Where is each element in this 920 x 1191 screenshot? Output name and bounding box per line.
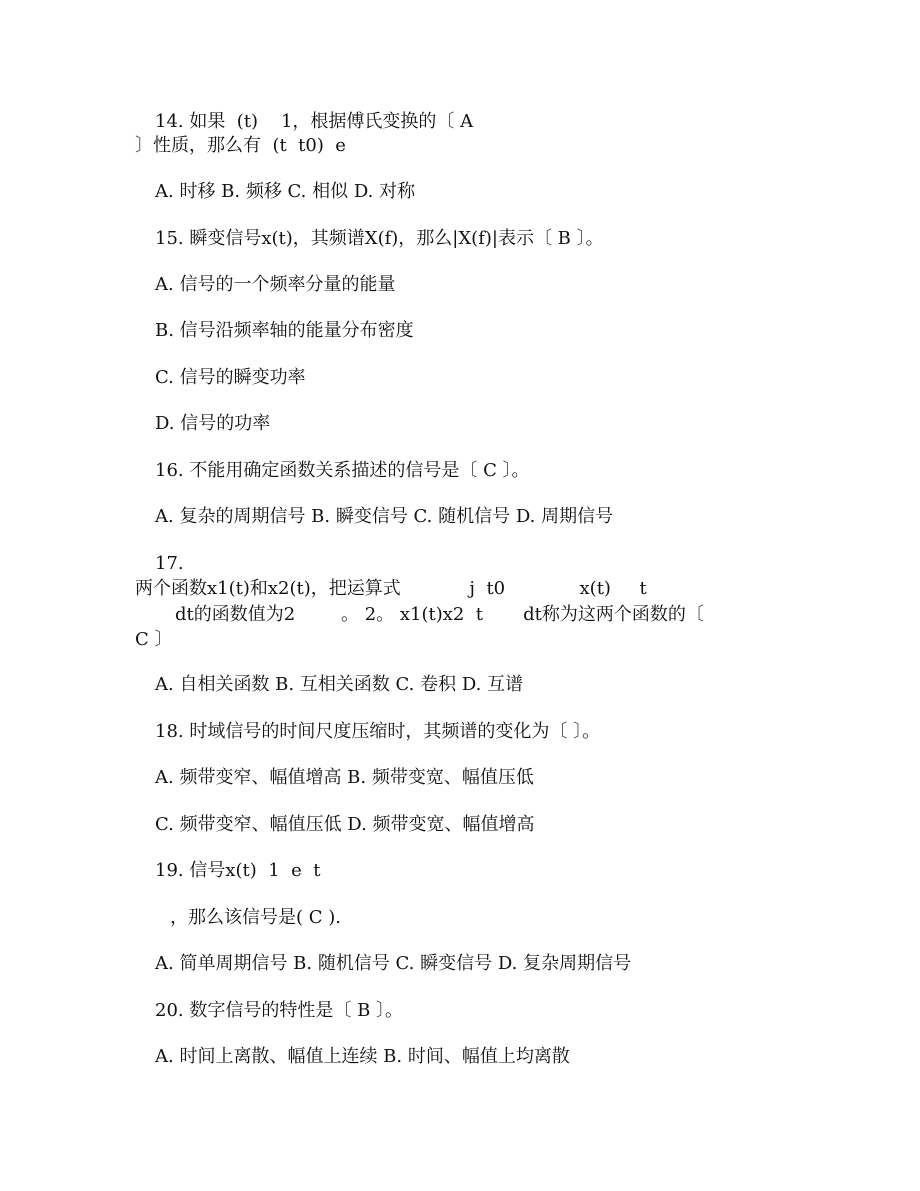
question-17-number: 17. [155, 553, 184, 574]
question-17-options: A. 自相关函数 B. 互相关函数 C. 卷积 D. 互谱 [155, 674, 524, 695]
question-15-option-a: A. 信号的一个频率分量的能量 [155, 274, 396, 295]
question-20-text: 20. 数字信号的特性是〔 B 〕。 [155, 1000, 404, 1021]
question-20-options: A. 时间上离散、幅值上连续 B. 时间、幅值上均离散 [155, 1046, 570, 1067]
question-14-line-1: 14. 如果 (t) 1，根据傅氏变换的〔 A [155, 111, 474, 132]
question-18-options-ab: A. 频带变窄、幅值增高 B. 频带变宽、幅值压低 [155, 767, 534, 788]
question-15-option-b: B. 信号沿频率轴的能量分布密度 [155, 320, 414, 341]
question-15-option-d: D. 信号的功率 [155, 413, 271, 434]
question-19-line-1: 19. 信号x(t) 1 e t [155, 860, 321, 881]
question-16-text: 16. 不能用确定函数关系描述的信号是〔 C 〕。 [155, 460, 530, 481]
question-15-text: 15. 瞬变信号x(t)，其频谱X(f)，那么|X(f)|表示〔 B 〕。 [155, 228, 604, 249]
question-19-line-2: ，那么该信号是( C ). [170, 907, 341, 928]
question-17-line-1: 两个函数x1(t)和x2(t)，把运算式 j t0 x(t) t [135, 578, 647, 599]
question-16-options: A. 复杂的周期信号 B. 瞬变信号 C. 随机信号 D. 周期信号 [155, 506, 614, 527]
question-14-options: A. 时移 B. 频移 C. 相似 D. 对称 [155, 181, 416, 202]
question-17-line-2: dt的函数值为2 。 2。 x1(t)x2 t dt称为这两个函数的〔 [175, 604, 704, 625]
question-17-line-3: C 〕 [135, 629, 173, 650]
question-18-text: 18. 时域信号的时间尺度压缩时，其频谱的变化为〔 〕。 [155, 721, 601, 742]
question-19-options: A. 简单周期信号 B. 随机信号 C. 瞬变信号 D. 复杂周期信号 [155, 953, 632, 974]
question-15-option-c: C. 信号的瞬变功率 [155, 367, 306, 388]
question-18-options-cd: C. 频带变窄、幅值压低 D. 频带变宽、幅值增高 [155, 814, 535, 835]
question-14-line-2: 〕性质，那么有 (t t0) e [135, 135, 346, 156]
